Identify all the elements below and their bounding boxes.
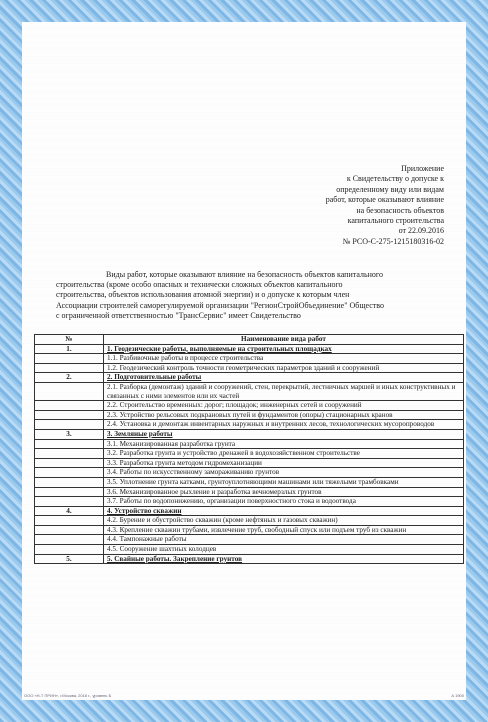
- table-row: [35, 420, 464, 430]
- row-number: [35, 535, 104, 545]
- section-name: 2. Подготовительные работы: [104, 373, 464, 383]
- work-name: 3.6. Механизированное рыхление и разработка вечномерзлых грунтов: [104, 487, 464, 497]
- appendix-line: определенному виду или видам: [336, 184, 444, 194]
- table-row: [35, 516, 464, 526]
- intro-line: строительства (кроме особо опасных и технически сложных объектов капитального: [56, 280, 343, 290]
- row-number: [35, 516, 104, 526]
- row-number: [35, 545, 104, 555]
- section-name: 3. Земляные работы: [104, 429, 464, 439]
- row-number: [35, 420, 104, 430]
- section-row: [35, 373, 464, 383]
- row-number: 3.: [35, 429, 104, 439]
- intro-paragraph: [56, 270, 462, 321]
- section-row: [35, 344, 464, 354]
- table-row: [35, 382, 464, 400]
- appendix-line: работ, которые оказывают влияние: [325, 195, 444, 205]
- row-number: 2.: [35, 373, 104, 383]
- header-name: Наименование вида работ: [104, 335, 464, 345]
- table-row: [35, 497, 464, 507]
- work-name: 4.2. Бурение и обустройство скважин (кроме нефтяных и газовых скважин): [104, 516, 464, 526]
- work-name: 2.2. Строительство временных: дорог; площадок; инженерных сетей и сооружений: [104, 401, 464, 411]
- table-row: [35, 525, 464, 535]
- work-name: 4.5. Сооружение шахтных колодцев: [104, 545, 464, 555]
- section-row: [35, 554, 464, 564]
- work-name: 4.3. Крепление скважин трубами, извлечение труб, свободный спуск или подъем труб из скважин: [104, 525, 464, 535]
- intro-line: строительства, объектов использования атомной энергии) и о допуске к которым член: [56, 290, 350, 300]
- table-row: [35, 477, 464, 487]
- row-number: 1.: [35, 344, 104, 354]
- section-name: 5. Свайные работы. Закрепление грунтов: [104, 554, 464, 564]
- appendix-line: Приложение: [401, 164, 444, 173]
- works-table: [34, 334, 464, 564]
- row-number: [35, 363, 104, 373]
- row-number: [35, 525, 104, 535]
- section-name: 1. Геодезические работы, выполняемые на строительных площадках: [104, 344, 464, 354]
- section-row: [35, 506, 464, 516]
- row-number: [35, 468, 104, 478]
- table-row: [35, 439, 464, 449]
- header-num: №: [35, 335, 104, 345]
- work-name: 1.2. Геодезический контроль точности геометрических параметров зданий и сооружений: [104, 363, 464, 373]
- work-name: 3.1. Механизированная разработка грунта: [104, 439, 464, 449]
- table-row: [35, 401, 464, 411]
- row-number: [35, 382, 104, 400]
- table-header-row: [35, 335, 464, 345]
- work-name: 3.5. Уплотнение грунта катками, грунтоуплотняющими машинами или тяжелыми трамбовками: [104, 477, 464, 487]
- intro-line: Ассоциации строителей саморегулируемой организации "РегионСтройОбъединение" Общество: [56, 300, 385, 310]
- table-row: [35, 458, 464, 468]
- row-number: [35, 477, 104, 487]
- section-name: 4. Устройство скважин: [104, 506, 464, 516]
- work-name: 3.4. Работы по искусственному замораживанию грунтов: [104, 468, 464, 478]
- row-number: [35, 439, 104, 449]
- table-row: [35, 535, 464, 545]
- row-number: [35, 449, 104, 459]
- row-number: 4.: [35, 506, 104, 516]
- work-name: 1.1. Разбивочные работы в процессе строительства: [104, 354, 464, 364]
- table-row: [35, 410, 464, 420]
- table-row: [35, 363, 464, 373]
- intro-line: с ограниченной ответственностью "ТрансСервис" имеет Свидетельство: [56, 310, 301, 320]
- table-row: [35, 449, 464, 459]
- form-number: А 1900: [451, 693, 464, 698]
- appendix-date: от 22.09.2016: [398, 226, 444, 236]
- row-number: 5.: [35, 554, 104, 564]
- table-row: [35, 354, 464, 364]
- row-number: [35, 410, 104, 420]
- row-number: [35, 354, 104, 364]
- appendix-line: к Свидетельству о допуске к: [346, 174, 444, 184]
- appendix-header: [224, 164, 444, 247]
- works-table-body: [35, 344, 464, 564]
- row-number: [35, 401, 104, 411]
- work-name: 4.4. Тампонажные работы: [104, 535, 464, 545]
- row-number: [35, 458, 104, 468]
- work-name: 2.4. Установка и демонтаж инвентарных наружных и внутренних лесов, технологических мусоропроводов: [104, 420, 464, 430]
- appendix-line: капитального строительства: [347, 216, 444, 226]
- table-row: [35, 468, 464, 478]
- work-name: 3.3. Разработка грунта методом гидромеханизации: [104, 458, 464, 468]
- certificate-number: № РСО-С-275-1215180316-02: [342, 236, 444, 246]
- work-name: 2.1. Разборка (демонтаж) зданий и сооружений, стен, перекрытий, лестничных маршей и иных конструктивных и связанных с ними элементов или их частей: [104, 382, 464, 400]
- row-number: [35, 487, 104, 497]
- section-row: [35, 429, 464, 439]
- work-name: 2.3. Устройство рельсовых подкрановых путей и фундаментов (опоры) стационарных кранов: [104, 410, 464, 420]
- work-name: 3.7. Работы по водопонижению, организации поверхностного стока и водоотвода: [104, 497, 464, 507]
- printer-imprint: ООО «Н-Т ПРИН», г.Москва, 2016 г., уровень Б: [24, 693, 112, 698]
- intro-line: Виды работ, которые оказывают влияние на безопасность объектов капитального: [106, 270, 383, 279]
- work-name: 3.2. Разработка грунта и устройство дренажей в водохозяйственном строительстве: [104, 449, 464, 459]
- table-row: [35, 545, 464, 555]
- row-number: [35, 497, 104, 507]
- appendix-line: на безопасность объектов: [356, 205, 444, 215]
- table-row: [35, 487, 464, 497]
